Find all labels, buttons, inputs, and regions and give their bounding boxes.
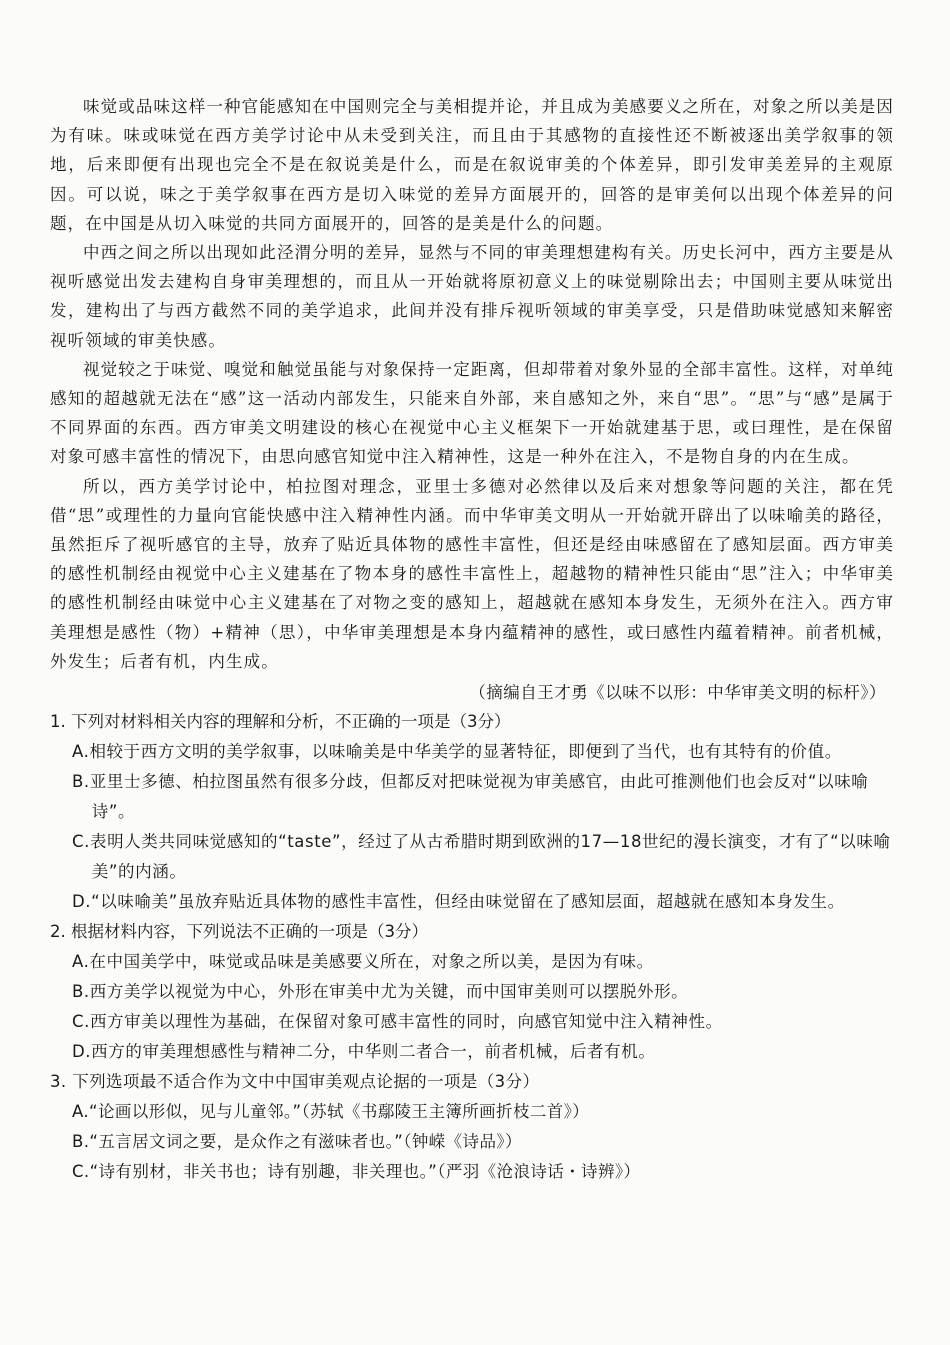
question-2-option-b: B.西方美学以视觉为中心，外形在审美中尤为关键，而中国审美则可以摆脱外形。: [72, 982, 689, 1002]
passage-paragraph-2: 中西之间之所以出现如此泾渭分明的差异，显然与不同的审美理想建构有关。历史长河中，西方主要是从视听感觉出发去建构自身审美理想的，而且从一开始就将原初意义上的味觉剔除出去；中国则主要从味觉出发，建构出了与西方截然不同的美学追求，此间并没有排斥视听领域的审美享受，只是借助味觉感知来解密视听领域的审美快感。: [50, 243, 894, 350]
passage-paragraph-4: 所以，西方美学讨论中，柏拉图对理念，亚里士多德对必然律以及后来对想象等问题的关注，都在凭借“思”或理性的力量向官能快感中注入精神性内涵。而中华审美文明从一开始就开辟出了以味喻美的路径，虽然拒斥了视听感官的主导，放弃了贴近具体物的感性丰富性，但还是经由味感留在了感知层面。西方审美的感性机制经由视觉中心主义建基在了物本身的感性丰富性上，超越物的精神性只能由“思”注入；中华审美的感性机制经由味觉中心主义建基在了对物之变的感知上，超越就在感知本身发生，无须外在注入。西方审美理想是感性（物）+精神（思），中华审美理想是本身内蕴精神的感性，或曰感性内蕴着精神。前者机械，外发生；后者有机，内生成。: [50, 476, 894, 671]
question-1-option-a: A.相较于西方文明的美学叙事，以味喻美是中华美学的显著特征，即便到了当代，也有其特有的价值。: [72, 742, 842, 762]
question-1-stem: 1. 下列对材料相关内容的理解和分析，不正确的一项是（3分）: [50, 712, 511, 732]
passage-paragraph-1: 味觉或品味这样一种官能感知在中国则完全与美相提并论，并且成为美感要义之所在，对象之所以美是因为有味。味或味觉在西方美学讨论中从未受到关注，而且由于其感物的直接性还不断被逐出美学叙事的领地，后来即便有出现也完全不是在叙说美是什么，而是在叙说审美的个体差异，即引发审美差异的主观原因。可以说，味之于美学叙事在西方是切入味觉的差异方面展开的，回答的是审美何以出现个体差异的问题，在中国是从切入味觉的共同方面展开的，回答的是美是什么的问题。: [50, 97, 894, 233]
question-1-option-b: B.亚里士多德、柏拉图虽然有很多分歧，但都反对把味觉视为审美感官，由此可推测他们也会反对“以味喻诗”。: [72, 772, 869, 822]
question-2-option-a: A.在中国美学中，味觉或品味是美感要义所在，对象之所以美，是因为有味。: [72, 952, 654, 972]
question-1: [50, 707, 894, 917]
passage-source: （摘编自王才勇《以味不以形：中华审美文明的标杆》）: [469, 683, 886, 703]
question-3-stem: 3. 下列选项最不适合作为文中中国审美观点论据的一项是（3分）: [50, 1072, 540, 1092]
question-3-options: [50, 1097, 894, 1187]
question-1-options: [50, 737, 894, 917]
passage-paragraph-3: 视觉较之于味觉、嗅觉和触觉虽能与对象保持一定距离，但却带着对象外显的全部丰富性。这样，对单纯感知的超越就无法在“感”这一活动内部发生，只能来自外部，来自感知之外，来自“思”。“思”与“感”是属于不同界面的东西。西方审美文明建设的核心在视觉中心主义框架下一开始就建基于思，或曰理性，是在保留对象可感丰富性的情况下，由思向感官知觉中注入精神性，这是一种外在注入，不是物自身的内在生成。: [50, 359, 894, 467]
question-2: [50, 917, 894, 1067]
reading-passage: [50, 92, 894, 676]
question-1-option-d: D.“以味喻美”虽放弃贴近具体物的感性丰富性，但经由味觉留在了感知层面，超越就在感知本身发生。: [72, 892, 845, 912]
question-3: [50, 1067, 894, 1187]
question-2-option-c: C.西方审美以理性为基础，在保留对象可感丰富性的同时，向感官知觉中注入精神性。: [72, 1012, 723, 1032]
question-1-option-c: C.表明人类共同味觉感知的“taste”，经过了从古希腊时期到欧洲的17—18世纪的漫长演变，才有了“以味喻美”的内涵。: [72, 832, 891, 882]
question-2-option-d: D.西方的审美理想感性与精神二分，中华则二者合一，前者机械，后者有机。: [72, 1042, 656, 1062]
question-3-option-a: A.“论画以形似，见与儿童邻。”（苏轼《书鄢陵王主簿所画折枝二首》）: [72, 1102, 590, 1122]
question-2-options: [50, 947, 894, 1067]
question-3-option-b: B.“五言居文词之要，是众作之有滋味者也。”（钟嵘《诗品》）: [72, 1132, 522, 1152]
question-3-option-c: C.“诗有别材，非关书也；诗有别趣，非关理也。”（严羽《沧浪诗话・诗辨》）: [72, 1162, 641, 1182]
question-2-stem: 2. 根据材料内容，下列说法不正确的一项是（3分）: [50, 922, 428, 942]
